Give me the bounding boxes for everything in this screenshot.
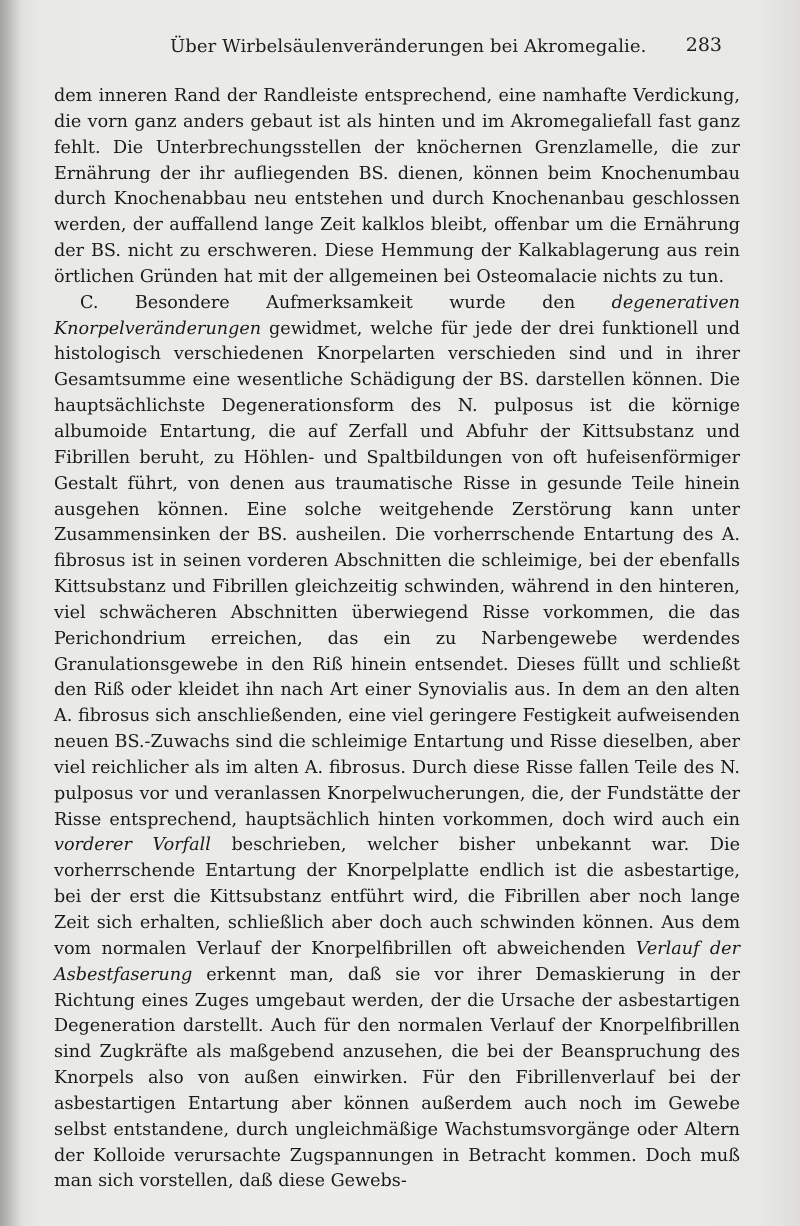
- paragraph-2: [54, 291, 740, 1196]
- text-segment: erkennt man, daß sie vor ihrer Demaskierung in der Richtung eines Zuges umgebaut werden, der die Ursache der asbestartigen Degeneration darstellt. Auch für den normalen Verlauf der Knorpelfibrillen sind Zugkräfte als maßgebend anzusehen, die bei der Beanspruchung des Knorpels also von außen einwirken. Für den Fibrillenverlauf bei der asbestartigen Entartung aber können außerdem auch noch im Gewebe selbst entstandene, durch ungleichmäßige Wachstumsvorgänge oder Altern der Kolloide verursachte Zugspannungen in Betracht kommen. Doch muß man sich vorstellen, daß diese Gewebs-: [54, 964, 740, 1192]
- body-text: [54, 84, 740, 1195]
- text-segment: C. Besondere Aufmerksamkeit wurde den: [80, 292, 612, 313]
- italic-term: vorderer Vorfall: [54, 835, 211, 856]
- spine-shadow: [0, 0, 22, 1226]
- italic-term: Verlauf der Asbestfaserung: [54, 938, 740, 985]
- running-title: Über Wirbelsäulenveränderungen bei Akromegalie.: [170, 36, 647, 57]
- text-segment: dem inneren Rand der Randleiste entsprechend, eine namhafte Verdickung, die vorn ganz anders gebaut ist als hinten und im Akromegaliefall fast ganz fehlt. Die Unterbrechungsstellen der knöchernen Grenzlamelle, die zur Ernährung der ihr aufliegenden BS. dienen, können beim Knochenumbau durch Knochenabbau neu entstehen und durch Knochenanbau geschlossen werden, der auffallend lange Zeit kalklos bleibt, offenbar um die Ernährung der BS. nicht zu erschweren. Diese Hemmung der Kalkablagerung aus rein örtlichen Gründen hat mit der allgemeinen bei Osteomalacie nichts zu tun.: [54, 86, 740, 287]
- text-segment: beschrieben, welcher bisher unbekannt war. Die vorherrschende Entartung der Knorpelplatte endlich ist die asbestartige, bei der erst die Kittsubstanz entführt wird, die Fibrillen aber noch lange Zeit sich erhalten, schließlich aber doch auch schwinden können. Aus dem vom normalen Verlauf der Knorpelfibrillen oft abweichenden: [54, 835, 740, 959]
- italic-term: degenerativen Knorpelveränderungen: [54, 292, 740, 339]
- running-head: [0, 34, 800, 64]
- text-segment: gewidmet, welche für jede der drei funktionell und histologisch verschiedenen Knorpelarten verschieden sind und in ihrer Gesamtsumme eine wesentliche Schädigung der BS. darstellen können. Die hauptsächlichste Degenerationsform des N. pulposus ist die körnige albumoide Entartung, die auf Zerfall und Abfuhr der Kittsubstanz und Fibrillen beruht, zu Höhlen- und Spaltbildungen von oft hufeisenförmiger Gestalt führt, von denen aus traumatische Risse in gesunde Teile hinein ausgehen können. Eine solche weitgehende Zerstörung kann unter Zusammensinken der BS. ausheilen. Die vorherrschende Entartung des A. fibrosus ist in seinen vorderen Abschnitten die schleimige, bei der ebenfalls Kittsubstanz und Fibrillen gleichzeitig schwinden, während in den hinteren, viel schwächeren Abschnitten überwiegend Risse vorkommen, die das Perichondrium erreichen, das ein zu Narbengewebe werdendes Granulationsgewebe in den Riß hinein entsendet. Dieses füllt und schließt den Riß oder kleidet ihn nach Art einer Synovialis aus. In dem an den alten A. fibrosus sich anschließenden, eine viel geringere Festigkeit aufweisenden neuen BS.-Zuwachs sind die schleimige Entartung und Risse dieselben, aber viel reichlicher als im alten A. fibrosus. Durch diese Risse fallen Teile des N. pulposus vor und veranlassen Knorpelwucherungen, die, der Fundstätte der Risse entsprechend, hauptsächlich hinten vorkommen, doch wird auch ein: [54, 318, 740, 830]
- page-number: 283: [685, 34, 722, 56]
- paragraph-1: [54, 84, 740, 291]
